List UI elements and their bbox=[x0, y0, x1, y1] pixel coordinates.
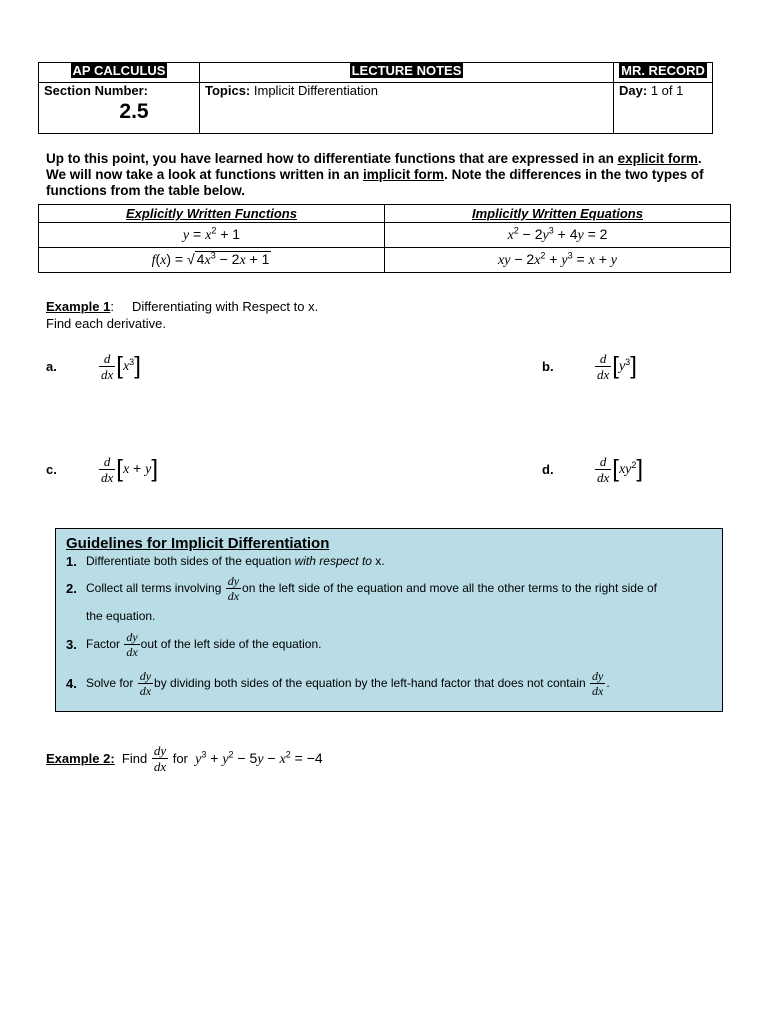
implicit-equation-2: xy − $2x^2 + y^3 = x + y$ bbox=[385, 248, 731, 273]
comparison-table bbox=[38, 204, 731, 273]
problem-c-expression: $\frac{d}{dx}$ [x + y] bbox=[101, 454, 159, 485]
day-cell bbox=[614, 83, 713, 134]
intro-text: Up to this point, you have learned how to differentiate functions that are expressed in an bbox=[46, 151, 618, 166]
dy-dx-fraction: $\frac{dy}{dx}$ bbox=[153, 743, 167, 774]
step-text: x. bbox=[371, 554, 385, 568]
explicit-function-2: f(x) = √ $4x^3 - 2x + 1$ bbox=[39, 248, 385, 273]
intro-text: functions from the table below. bbox=[46, 183, 246, 198]
intro-text: . Note the differences in the two types of bbox=[444, 167, 704, 182]
step-text: . bbox=[606, 676, 610, 690]
explicit-header: Explicitly Written Functions bbox=[39, 205, 385, 223]
problem-label: c. bbox=[46, 462, 57, 477]
example-1-label: Example 1 bbox=[46, 299, 111, 314]
problem-d bbox=[542, 455, 643, 484]
guideline-step-1 bbox=[66, 553, 712, 569]
problem-d-expression: $\frac{d}{dx}$ $[xy^2]$ bbox=[597, 454, 644, 485]
section-number: 2.5 bbox=[119, 100, 149, 123]
example-2-equation: $y^3 + y^2 - 5y - x^2 = -4$ bbox=[195, 749, 323, 767]
problem-b bbox=[542, 352, 637, 381]
step-text: by dividing both sides of the equation by the left-hand factor that does not contain bbox=[154, 676, 589, 690]
step-text-italic: with respect to bbox=[294, 554, 372, 568]
day-label: Day: bbox=[619, 83, 648, 98]
step-text: the equation. bbox=[86, 609, 156, 623]
guidelines-title: Guidelines for Implicit Differentiation bbox=[66, 535, 330, 552]
guideline-step-2-cont bbox=[66, 607, 712, 625]
implicit-equation-1: $x^2 - 2y^3 + 4y = 2$ bbox=[385, 223, 731, 248]
guidelines-box bbox=[55, 528, 723, 712]
guideline-step-2 bbox=[66, 569, 712, 607]
example-2-label: Example 2: bbox=[46, 751, 115, 766]
topics-label: Topics: bbox=[205, 83, 251, 98]
doc-type: LECTURE NOTES bbox=[351, 63, 462, 78]
step-number: 1. bbox=[66, 553, 77, 569]
problem-a bbox=[46, 352, 141, 381]
example-1-heading bbox=[46, 298, 318, 332]
problem-b-expression: $\frac{d}{dx}$ $[y^3]$ bbox=[597, 351, 637, 382]
topics-value: Implicit Differentiation bbox=[253, 83, 378, 98]
course-cell bbox=[39, 63, 200, 83]
teacher-name: MR. RECORD bbox=[621, 63, 705, 78]
dy-dx-fraction: $\frac{dy}{dx}$ bbox=[139, 668, 152, 698]
step-text: Factor bbox=[86, 637, 124, 651]
explicit-function-1: $y = x^2 + 1$ bbox=[39, 223, 385, 248]
explicit-form-term: explicit form bbox=[617, 151, 698, 166]
problem-a-expression: $\frac{d}{dx}$ $[x^3]$ bbox=[101, 351, 141, 382]
course-title: AP CALCULUS bbox=[72, 63, 166, 78]
example-1-title: Differentiating with Respect to x. bbox=[132, 299, 319, 314]
topics-cell bbox=[200, 83, 614, 134]
intro-text: . bbox=[697, 151, 702, 166]
section-label: Section Number: bbox=[44, 83, 149, 98]
day-value: 1 of 1 bbox=[650, 83, 684, 98]
teacher-cell bbox=[614, 63, 713, 83]
guideline-step-3 bbox=[66, 625, 712, 663]
intro-paragraph bbox=[46, 151, 726, 199]
implicit-form-term: implicit form bbox=[363, 167, 445, 182]
step-number: 4. bbox=[66, 675, 77, 691]
problem-label: b. bbox=[542, 359, 554, 374]
step-number: 3. bbox=[66, 636, 77, 652]
example-2-find: Find bbox=[121, 751, 148, 766]
step-text: out of the left side of the equation. bbox=[140, 637, 322, 651]
example-2 bbox=[46, 744, 323, 773]
guideline-step-4 bbox=[66, 663, 712, 703]
example-2-for: for bbox=[172, 751, 188, 766]
intro-text: We will now take a look at functions written in an bbox=[46, 167, 364, 182]
example-1-colon: : bbox=[110, 299, 114, 314]
example-1-instruction: Find each derivative. bbox=[46, 316, 166, 331]
problem-c bbox=[46, 455, 158, 484]
doc-type-cell bbox=[200, 63, 614, 83]
dy-dx-fraction: $\frac{dy}{dx}$ bbox=[227, 573, 240, 603]
section-cell bbox=[39, 83, 200, 134]
implicit-header: Implicitly Written Equations bbox=[385, 205, 731, 223]
step-number: 2. bbox=[66, 580, 77, 596]
step-text: Collect all terms involving bbox=[86, 581, 225, 595]
dy-dx-fraction: $\frac{dy}{dx}$ bbox=[592, 668, 604, 698]
step-text: Solve for bbox=[86, 676, 137, 690]
header-table bbox=[38, 62, 713, 134]
step-text: Differentiate both sides of the equation bbox=[86, 554, 295, 568]
problem-label: a. bbox=[46, 359, 57, 374]
step-text: on the left side of the equation and move all the other terms to the right side of bbox=[242, 581, 657, 595]
dy-dx-fraction: $\frac{dy}{dx}$ bbox=[126, 629, 138, 659]
problem-label: d. bbox=[542, 462, 554, 477]
